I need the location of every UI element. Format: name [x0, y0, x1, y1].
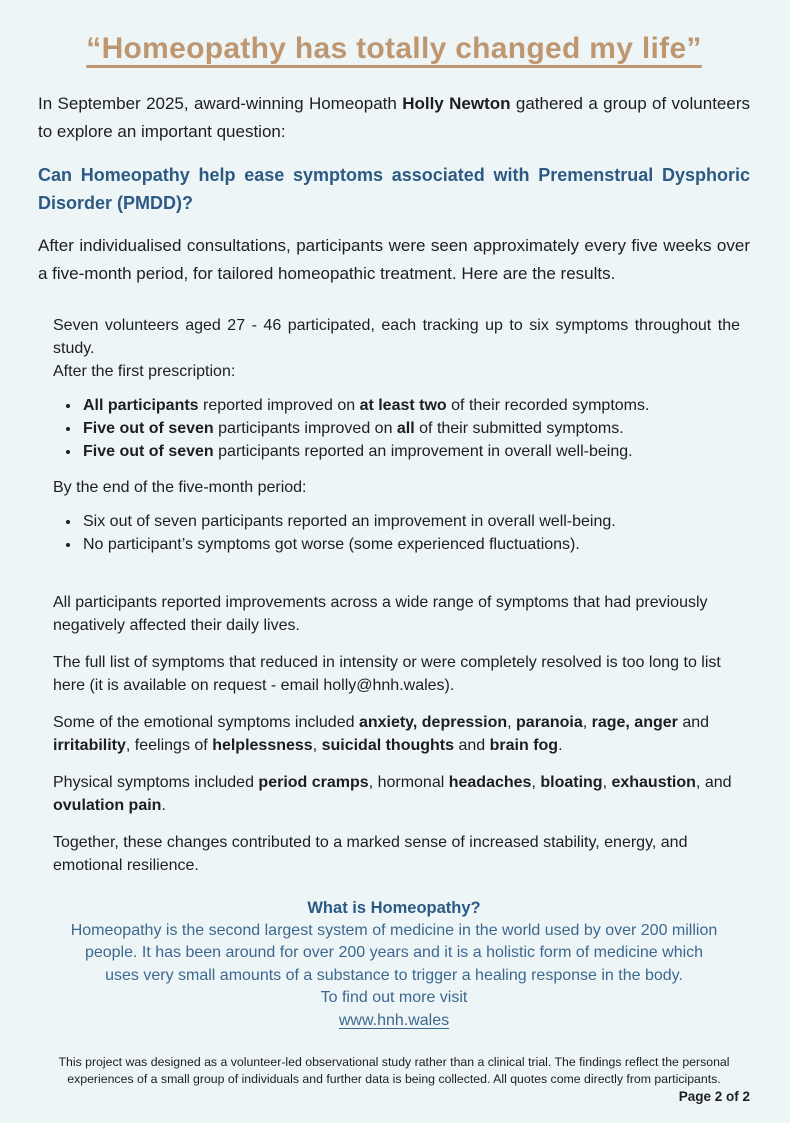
page-title: “Homeopathy has totally changed my life” [86, 32, 702, 65]
disclaimer-text: This project was designed as a volunteer-led observational study rather than a clinical trial. The findings reflect the personal experiences of a small group of individuals and further data is being collected. All quotes come directly from participants. [58, 1055, 730, 1086]
symptom-bold: anxiety, depression [358, 714, 508, 731]
text: Physical symptoms included [53, 774, 259, 791]
spacer [53, 569, 740, 591]
bullet-bold: Five out of seven [83, 443, 214, 460]
text: , [582, 714, 592, 731]
symptom-bold: headaches [448, 774, 532, 791]
symptom-bold: rage, anger [591, 714, 678, 731]
symptom-bold: brain fog [489, 737, 559, 754]
website-link[interactable]: www.hnh.wales [338, 1011, 450, 1029]
method-paragraph: After individualised consultations, participants were seen approximately every five weeks over a five-month period, for tailored homeopathic treatment. Here are the results. [38, 236, 750, 283]
study-question-heading: Can Homeopathy help ease symptoms associated with Premenstrual Dysphoric Disorder (PMDD)? [38, 165, 750, 213]
bullet-text: participants improved on [213, 420, 397, 437]
results-section [53, 314, 740, 877]
about-body-line3: uses very small amounts of a substance to trigger a healing response in the body. [105, 966, 683, 984]
about-section [38, 897, 750, 1032]
symptom-bold: irritability [53, 737, 126, 754]
text: and [677, 714, 710, 731]
text: , [531, 774, 541, 791]
text: , hormonal [368, 774, 449, 791]
volunteers-overview: Seven volunteers aged 27 - 46 participated, each tracking up to six symptoms throughout the study. [53, 317, 740, 357]
all-participants-paragraph: All participants reported improvements across a wide range of symptoms that had previously negatively affected their daily lives. [53, 594, 708, 634]
practitioner-name: Holly Newton [402, 94, 511, 113]
period-label: By the end of the five-month period: [53, 479, 307, 496]
about-heading: What is Homeopathy? [307, 899, 481, 917]
about-body-line1: Homeopathy is the second largest system of medicine in the world used by over 200 million [70, 921, 718, 939]
full-list-paragraph: The full list of symptoms that reduced in intensity or were completely resolved is too long to list here (it is available on request - email holly@hnh.wales). [53, 654, 721, 694]
list-item: • No participant’s symptoms got worse (some experienced fluctuations). [81, 533, 740, 556]
list-item [81, 417, 740, 440]
physical-symptoms-paragraph [53, 771, 740, 817]
text: . [558, 737, 563, 754]
text: , and [695, 774, 732, 791]
first-prescription-label: After the first prescription: [53, 363, 236, 380]
symptom-bold: suicidal thoughts [321, 737, 455, 754]
symptom-bold: exhaustion [611, 774, 696, 791]
intro-text-1: In September 2025, award-winning Homeopath [38, 94, 403, 113]
bullet-text: participants reported an improvement in overall well-being. [213, 443, 633, 460]
emotional-symptoms-paragraph [53, 711, 740, 757]
bullet-text: of their submitted symptoms. [414, 420, 624, 437]
text: , feelings of [125, 737, 213, 754]
list-item: • Six out of seven participants reported an improvement in overall well-being. [81, 510, 740, 533]
bullet-bold: all [396, 420, 415, 437]
intro-paragraph [38, 90, 750, 146]
bullet-bold: at least two [359, 397, 447, 414]
title-wrap [38, 32, 750, 66]
text: Some of the emotional symptoms included [53, 714, 359, 731]
bullet-text: reported improved on [198, 397, 360, 414]
text: , [312, 737, 322, 754]
text: and [454, 737, 490, 754]
together-paragraph: Together, these changes contributed to a marked sense of increased stability, energy, and emotional resilience. [53, 834, 688, 874]
text: , [602, 774, 612, 791]
bullet-bold: All participants [83, 397, 199, 414]
symptom-bold: ovulation pain [53, 797, 162, 814]
text: , [507, 714, 517, 731]
first-prescription-bullets [53, 394, 740, 463]
list-item [81, 394, 740, 417]
text: . [161, 797, 166, 814]
find-out-more-text: To find out more visit [320, 989, 468, 1006]
bullet-text: of their recorded symptoms. [446, 397, 650, 414]
bullet-bold: Five out of seven [83, 420, 214, 437]
page-number: Page 2 of 2 [678, 1089, 750, 1104]
symptom-bold: helplessness [212, 737, 313, 754]
intro-text-2: gathered a group of volunteers to explore an important question: [38, 94, 750, 141]
about-body-line2: people. It has been around for over 200 years and it is a holistic form of medicine which [84, 944, 704, 961]
symptom-bold: bloating [540, 774, 603, 791]
symptom-bold: period cramps [258, 774, 369, 791]
symptom-bold: paranoia [516, 714, 583, 731]
end-period-bullets [53, 510, 740, 556]
list-item [81, 440, 740, 463]
